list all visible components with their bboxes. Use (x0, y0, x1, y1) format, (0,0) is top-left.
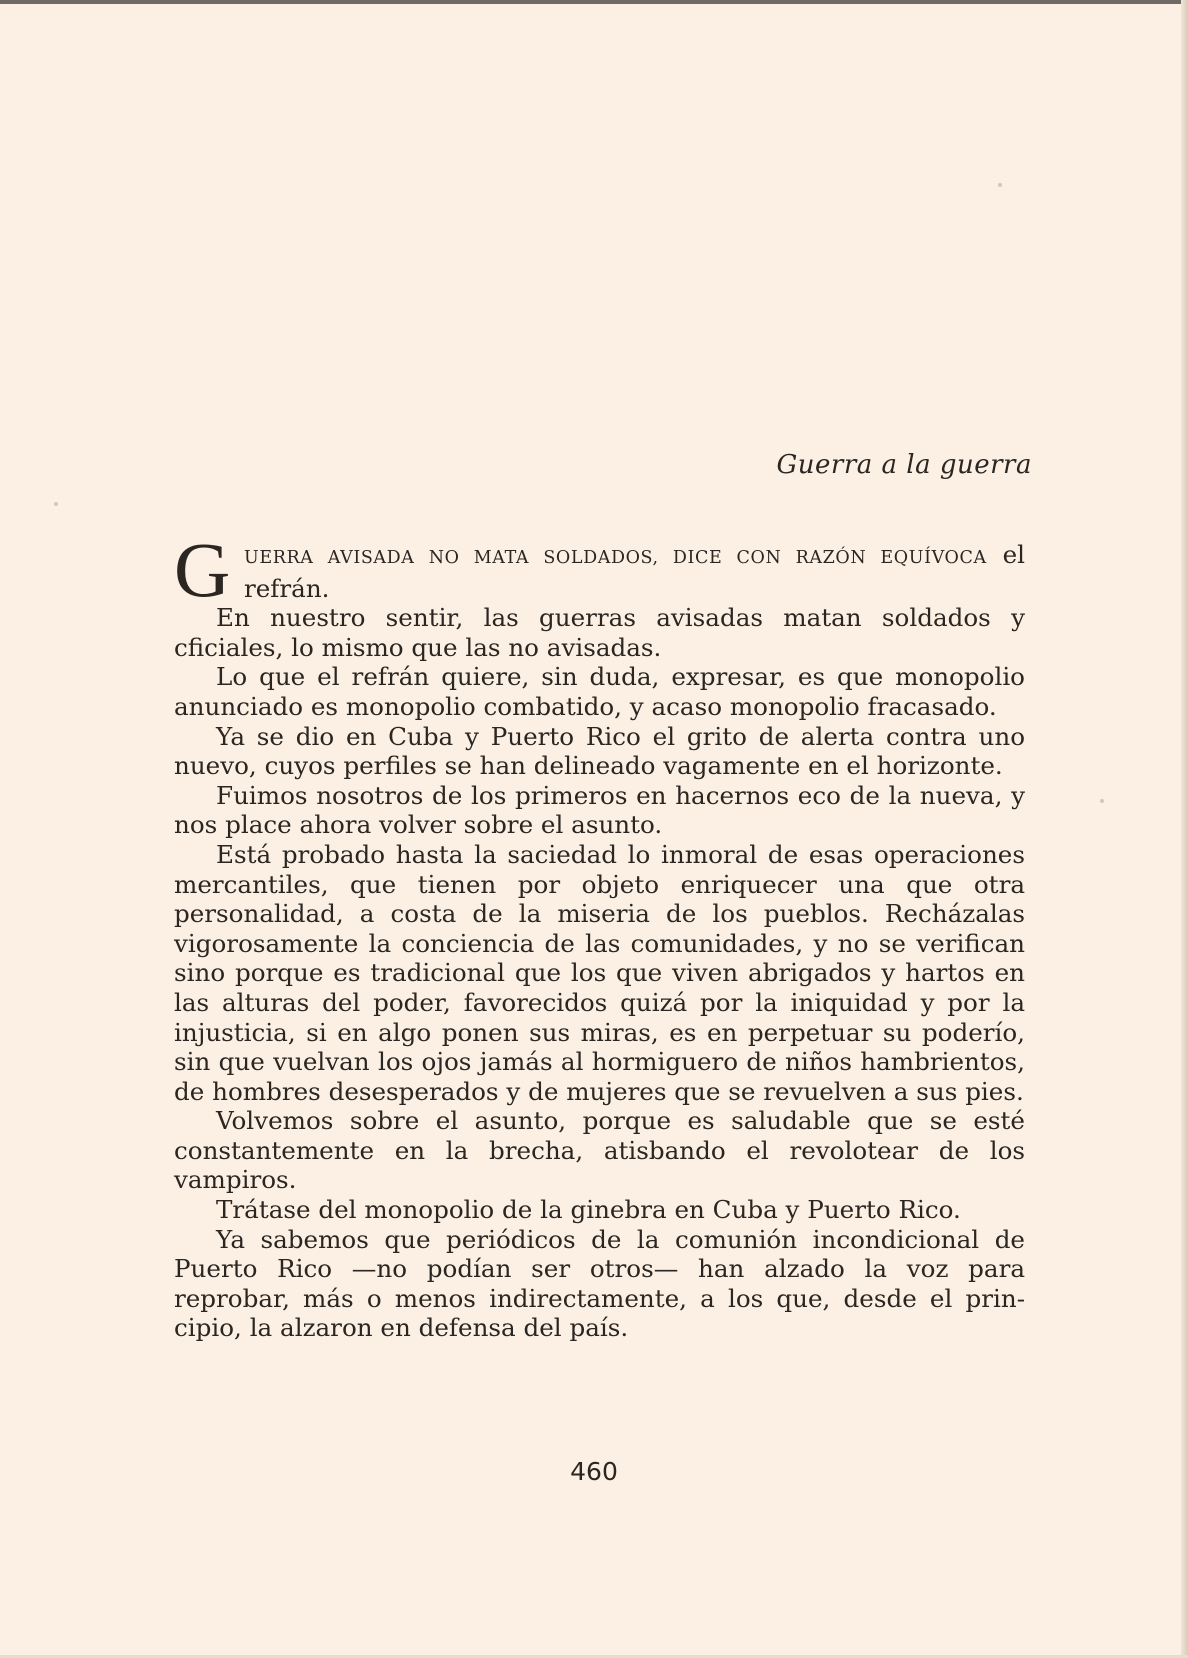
paper-speck (54, 502, 58, 506)
article-body (174, 526, 1025, 1343)
page-edge-top (0, 0, 1188, 4)
paragraph: En nuestro sentir, las guerras avisadas matan soldados y cficiales, lo mismo que las no avisadas. (174, 603, 1025, 662)
article-title: Guerra a la guerra (776, 450, 1032, 480)
lead-rest: el refrán. (244, 540, 1025, 603)
paper-speck (998, 183, 1002, 187)
lead-small-caps: UERRA AVISADA NO MATA SOLDADOS, DICE CON RAZÓN EQUÍVOCA (244, 548, 987, 568)
paragraph: Lo que el refrán quiere, sin duda, expresar, es que monopolio anunciado es monopolio combatido, y acaso monopolio fracasado. (174, 662, 1025, 721)
paragraph: Ya sabemos que periódicos de la comunión incondicional de Puerto Rico —no podían ser otros— han alzado la voz para reprobar, más o menos indirectamente, a los que, desde el principio, la alzaron en defensa del país. (174, 1224, 1025, 1343)
paragraph: Fuimos nosotros de los primeros en hacernos eco de la nueva, y nos place ahora volver sobre el asunto. (174, 780, 1025, 840)
lead-paragraph (174, 526, 1025, 613)
paper-speck (1100, 799, 1104, 803)
paragraph: Ya se dio en Cuba y Puerto Rico el grito de alerta contra uno nuevo, cuyos perfiles se han delineado vagamente en el horizonte. (174, 721, 1025, 781)
paragraph: Trátase del monopolio de la ginebra en Cuba y Puerto Rico. (216, 1195, 961, 1225)
paragraph: Volvemos sobre el asunto, porque es saludable que se esté constantemente en la brecha, atisbando el revolotear de los vampiros. (174, 1106, 1025, 1195)
page-edge-right (1181, 0, 1188, 1658)
drop-cap: G (174, 526, 231, 613)
page-number: 460 (570, 1457, 618, 1486)
paragraph: Está probado hasta la saciedad lo inmoral de esas operaciones mercantiles, que tienen por objeto enriquecer una que otra personalidad, a costa de la miseria de los pueblos. Recházalas vigorosamente la conciencia de las comunidades, y no se verifican sino porque es tradicional que los que viven abrigados y hartos en las alturas del poder, favorecidos quizá por la iniquidad y por la injusticia, si en algo ponen sus miras, es en perpetuar su poderío, sin que vuelvan los ojos jamás al hormiguero de niños hambrientos, de hombres desesperados y de mujeres que se revuelven a sus pies. (174, 839, 1025, 1106)
